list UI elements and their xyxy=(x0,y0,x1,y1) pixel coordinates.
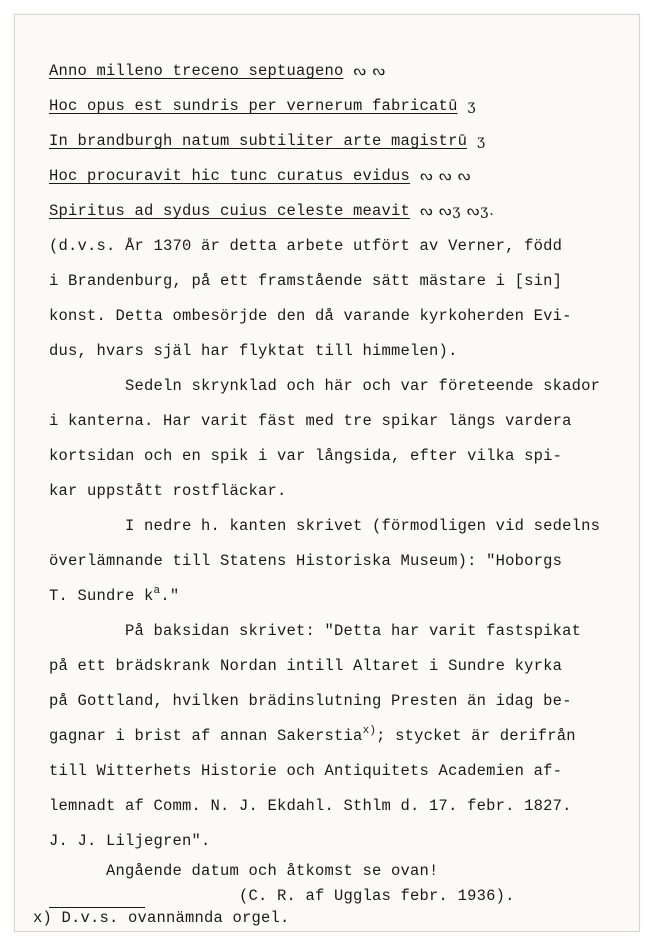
verse-line-1: Anno milleno treceno septuageno ᔓ ᔓ xyxy=(49,62,386,80)
signature-line: (C. R. af Ugglas febr. 1936). xyxy=(49,887,515,905)
note-line: på Gottland, hvilken brädinslutning Presten än idag be- xyxy=(49,692,572,710)
note-line: På baksidan skrivet: "Detta har varit fastspikat xyxy=(49,622,582,640)
footnote-rule xyxy=(49,907,145,908)
note-line: gagnar i brist af annan Sakerstia$^{x)}$; stycket är derifrån xyxy=(49,725,576,745)
translation-line: i Brandenburg, på ett framstående sätt mästare i [sin] xyxy=(49,272,563,290)
footnote: x) D.v.s. ovannämnda orgel. xyxy=(33,909,290,927)
footnote-marker: x) xyxy=(362,725,377,737)
closing-line: Angående datum och åtkomst se ovan! xyxy=(49,862,439,880)
ornament-mark: ᔓ ᔓ xyxy=(353,63,386,79)
verse-line-2: Hoc opus est sundris per vernerum fabricatū ʒ xyxy=(49,97,477,115)
ornament-mark: ʒ xyxy=(477,133,486,149)
note-line: kar uppstått rostfläckar. xyxy=(49,482,287,500)
note-line: på ett brädskrank Nordan intill Altaret i Sundre kyrka xyxy=(49,657,563,675)
translation-line: dus, hvars själ har flyktat till himmelen). xyxy=(49,342,458,360)
verse-line-3: In brandburgh natum subtiliter arte magistrū ʒ xyxy=(49,132,486,150)
note-line: I nedre h. kanten skrivet (förmodligen vid sedelns xyxy=(49,517,601,535)
note-line: lemnadt af Comm. N. J. Ekdahl. Sthlm d. 17. febr. 1827. xyxy=(49,797,572,815)
verse-line-5: Spiritus ad sydus cuius celeste meavit ᔓ ᔓʒ ᔓʒ. xyxy=(49,202,495,220)
note-line: kortsidan och en spik i var långsida, efter vilka spi- xyxy=(49,447,563,465)
document-page xyxy=(14,14,640,932)
note-line: till Witterhets Historie och Antiquitets Academien af- xyxy=(49,762,563,780)
note-line: T. Sundre $k^a$." xyxy=(49,585,180,605)
ornament-mark: ʒ xyxy=(467,98,477,114)
ornament-mark: ᔓ ᔓ ᔓ xyxy=(420,168,472,184)
translation-line: (d.v.s. År 1370 är detta arbete utfört av Verner, född xyxy=(49,237,563,255)
note-line: överlämnande till Statens Historiska Museum): "Hoborgs xyxy=(49,552,563,570)
note-line: Sedeln skrynklad och här och var företeende skador xyxy=(49,377,601,395)
note-line: J. J. Liljegren". xyxy=(49,832,211,850)
note-line: i kanterna. Har varit fäst med tre spikar längs vardera xyxy=(49,412,572,430)
ornament-mark: ᔓ ᔓʒ ᔓʒ. xyxy=(420,203,495,219)
translation-line: konst. Detta ombesörjde den då varande kyrkoherden Evi- xyxy=(49,307,572,325)
verse-line-4: Hoc procuravit hic tunc curatus evidus ᔓ ᔓ ᔓ xyxy=(49,167,472,185)
